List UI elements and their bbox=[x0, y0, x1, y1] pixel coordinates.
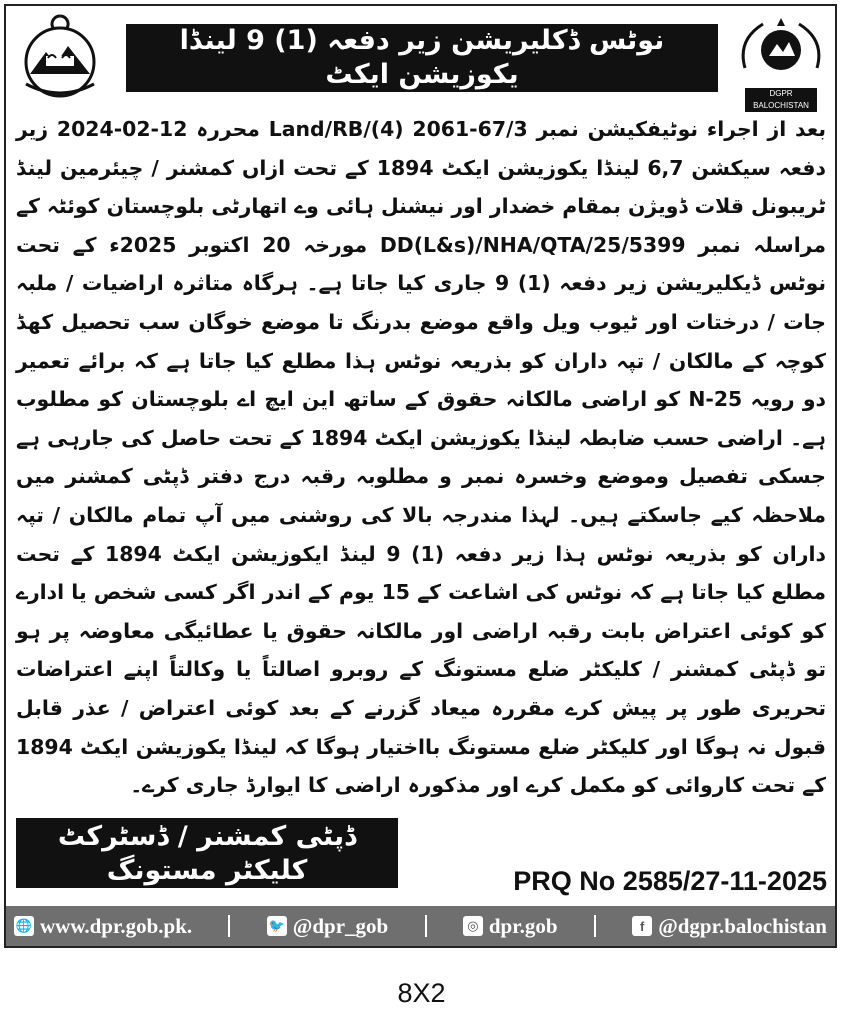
footer-facebook[interactable] bbox=[632, 914, 827, 939]
footer-bar bbox=[6, 906, 835, 946]
balochistan-emblem-icon bbox=[12, 12, 108, 100]
footer-instagram-text: dpr.gob bbox=[488, 913, 558, 938]
notice-body bbox=[16, 110, 826, 805]
notice-header bbox=[6, 6, 835, 124]
prq-number: PRQ No 2585/27-11-2025 bbox=[513, 866, 827, 896]
twitter-icon: 🐦 bbox=[267, 916, 287, 936]
dgpr-logo bbox=[733, 12, 829, 110]
dgpr-logo-text: DGPR BALOCHISTAN bbox=[745, 88, 817, 112]
dgpr-emblem-icon bbox=[733, 12, 829, 84]
footer-website[interactable] bbox=[14, 914, 192, 939]
footer-divider bbox=[594, 915, 596, 937]
instagram-icon: ◎ bbox=[463, 916, 483, 936]
advertisement-frame bbox=[4, 4, 837, 948]
facebook-icon: f bbox=[632, 916, 652, 936]
footer-divider bbox=[228, 915, 230, 937]
signature-line1: ڈپٹی کمشنر / ڈسٹرکٹ bbox=[57, 821, 357, 852]
globe-icon: 🌐 bbox=[14, 916, 34, 936]
footer-instagram[interactable] bbox=[463, 914, 558, 939]
footer-website-text: www.dpr.gob.pk. bbox=[40, 913, 193, 938]
notice-title-line2: 1894 bbox=[390, 93, 454, 124]
notice-title bbox=[126, 24, 718, 124]
footer-twitter[interactable] bbox=[267, 914, 388, 939]
signature-block bbox=[16, 818, 398, 888]
ad-size-label: 8X2 bbox=[397, 978, 446, 1008]
footer-facebook-text: @dgpr.balochistan bbox=[658, 913, 827, 938]
notice-title-line1: نوٹس ڈکلیریشن زیر دفعہ (1) 9 لینڈا یکوزیشن ایکٹ bbox=[179, 25, 665, 90]
footer-twitter-text: @dpr_gob bbox=[292, 913, 389, 938]
footer-divider bbox=[425, 915, 427, 937]
signature-line2: کلیکٹر مستونگ bbox=[106, 855, 308, 886]
notice-paragraph: بعد از اجراء نوٹیفکیشن نمبر Land/RB/(4) 2061-67/3 محررہ 12-02-2024 زیر دفعہ سیکشن 6,7 لینڈا یکوزیشن ایکٹ 1894 کے تحت ازاں کمشنر / چیئرمین لینڈ ٹریبونل قلات ڈویژن بمقام خضدار اور نیشنل ہائی وے اتھارٹی بلوچستان کوئٹہ کے مراسلہ نمبر DD(L&s)/NHA/QTA/25/5399 مورخہ 20 اکتوبر 2025ء کے تحت نوٹس ڈیکلیریشن زیر دفعہ (1) 9 جاری کیا جاتا ہے۔ ہرگاہ متاثرہ اراضیات / ملبہ جات / درختات اور ٹیوب ویل واقع موضع بدرنگ تا موضع خوگان سب تحصیل کھڈ کوچہ کے مالکان / تپہ داران کو بذریعہ نوٹس ہذا مطلع کیا جاتا ہے کہ برائے تعمیر دو رویہ N-25 کو اراضی مالکانہ حقوق کے ساتھ این ایچ اے بلوچستان کو مطلوب ہے۔ اراضی حسب ضابطہ لینڈا یکوزیشن ایکٹ 1894 کے تحت حاصل کی جارہی ہے جسکی تفصیل وموضع وخسرہ نمبر و مطلوبہ رقبہ درج دفتر ڈپٹی کمشنر میں ملاحظہ کیے جاسکتے ہیں۔ لہذا مندرجہ بالا کی روشنی میں آپ تمام مالکان / تپہ داران کو بذریعہ نوٹس ہذا زیر دفعہ (1) 9 لینڈ ایکوزیشن ایکٹ 1894 کے تحت مطلع کیا جاتا ہے کہ نوٹس کی اشاعت کے 15 یوم کے اندر اگر کسی شخص یا ادارے کو کوئی اعتراض بابت رقبہ اراضی اور مالکانہ حقوق یا عطائیگی معاوضہ پر ہو تو ڈپٹی کمشنر / کلیکٹر ضلع مستونگ کے روبرو اصالتاً یا وکالتاً اپنے اعتراضات تحریری طور پر پیش کرے مقررہ میعاد گزرنے کے بعد کوئی اعتراض / عذر قابل قبول نہ ہوگا اور کلیکٹر ضلع مستونگ بااختیار ہوگا کہ لینڈا یکوزیشن ایکٹ 1894 کے تحت کاروائی کو مکمل کرے اور مذکورہ اراضی کا ایوارڈ جاری کرے۔ bbox=[16, 117, 827, 798]
